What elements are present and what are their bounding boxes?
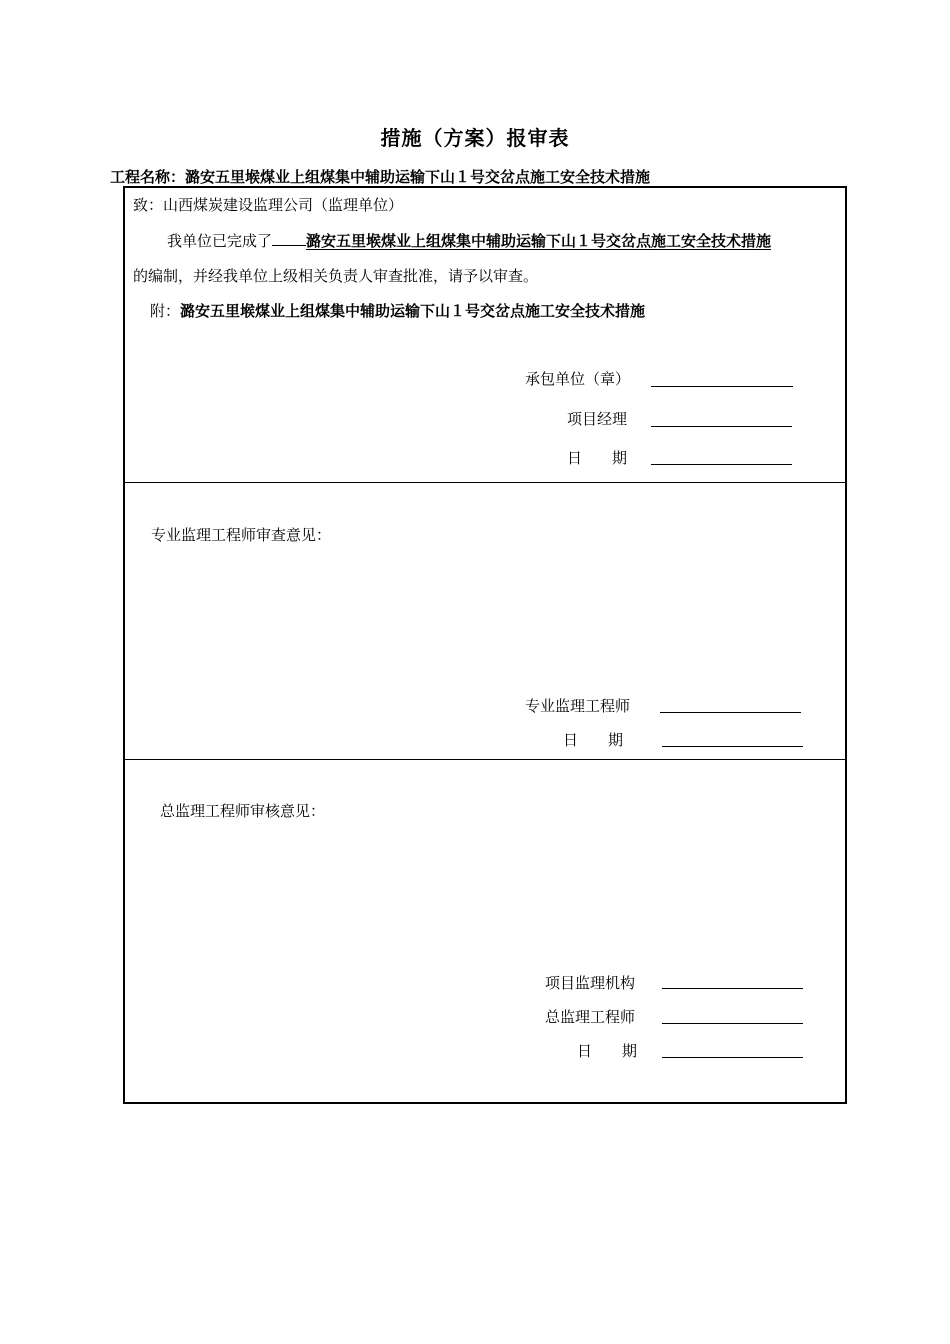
contractor-label: 承包单位（章） bbox=[525, 370, 631, 388]
project-name-line bbox=[110, 166, 650, 187]
specialist-engineer-label: 专业监理工程师 bbox=[525, 697, 631, 715]
project-name: 潞安五里堠煤业上组煤集中辅助运输下山１号交岔点施工安全技术措施 bbox=[185, 168, 651, 186]
contractor-signature-line bbox=[651, 386, 793, 387]
specialist-review-heading: 专业监理工程师审查意见： bbox=[151, 526, 332, 544]
attachment-name: 潞安五里堠煤业上组煤集中辅助运输下山１号交岔点施工安全技术措施 bbox=[180, 302, 646, 320]
review-form bbox=[123, 186, 847, 1104]
date-label: 日 期 bbox=[567, 449, 628, 467]
completed-prefix: 我单位已完成了 bbox=[167, 232, 273, 250]
document-title: 措施（方案）报审表 bbox=[380, 126, 570, 150]
section-divider bbox=[125, 759, 845, 760]
chief-review-heading: 总监理工程师审核意见： bbox=[160, 802, 326, 820]
completed-item: 潞安五里堠煤业上组煤集中辅助运输下山１号交岔点施工安全技术措施 bbox=[306, 232, 772, 250]
project-manager-label: 项目经理 bbox=[567, 410, 628, 428]
specialist-engineer-signature-line bbox=[660, 712, 801, 713]
completed-statement bbox=[167, 229, 771, 251]
section-divider bbox=[125, 482, 845, 483]
project-label: 工程名称： bbox=[110, 168, 186, 186]
attachment-line bbox=[150, 300, 645, 321]
blank-underline bbox=[272, 229, 306, 246]
date-line bbox=[662, 746, 803, 747]
chief-engineer-signature-line bbox=[662, 1023, 803, 1024]
chief-engineer-label: 总监理工程师 bbox=[545, 1008, 636, 1026]
attachment-label: 附： bbox=[150, 302, 181, 320]
project-manager-signature-line bbox=[651, 426, 792, 427]
addressee: 致：山西煤炭建设监理公司（监理单位） bbox=[133, 196, 404, 214]
date-label: 日 期 bbox=[563, 731, 624, 749]
date-label: 日 期 bbox=[577, 1042, 638, 1060]
supervision-org-signature-line bbox=[662, 988, 803, 989]
completed-suffix: 的编制，并经我单位上级相关负责人审查批准，请予以审查。 bbox=[133, 267, 539, 285]
date-line bbox=[651, 464, 792, 465]
supervision-org-label: 项目监理机构 bbox=[545, 974, 636, 992]
date-line bbox=[662, 1057, 803, 1058]
